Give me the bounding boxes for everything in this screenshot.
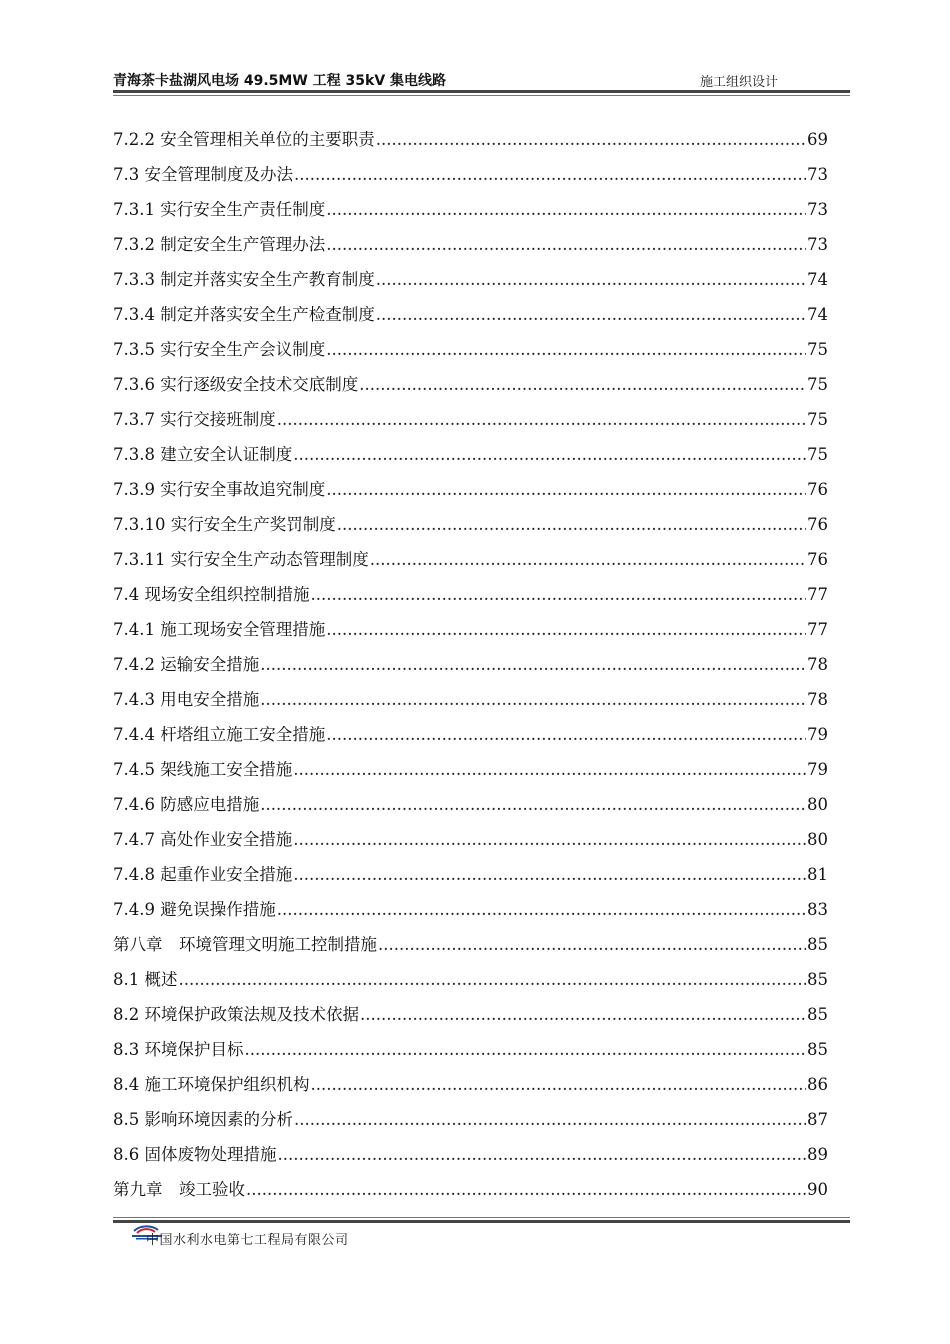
toc-entry[interactable] xyxy=(113,577,828,612)
toc-entry-page: 73 xyxy=(807,200,828,219)
toc-entry-title: 7.4.5 架线施工安全措施 xyxy=(113,760,293,779)
toc-entry[interactable] xyxy=(113,542,828,577)
toc-entry[interactable] xyxy=(113,367,828,402)
toc-dot-leader xyxy=(294,157,806,192)
toc-entry[interactable] xyxy=(113,437,828,472)
toc-dot-leader xyxy=(326,192,806,227)
toc-dot-leader xyxy=(293,857,806,892)
footer-rule-thin xyxy=(113,1217,850,1218)
toc-entry-title: 7.3.1 实行安全生产责任制度 xyxy=(113,200,326,219)
toc-entry-title: 8.5 影响环境因素的分析 xyxy=(113,1110,293,1129)
toc-entry-title: 7.3.2 制定安全生产管理办法 xyxy=(113,235,326,254)
toc-entry-title: 8.6 固体废物处理措施 xyxy=(113,1145,277,1164)
toc-entry-page: 87 xyxy=(807,1110,828,1129)
toc-entry-page: 86 xyxy=(807,1075,828,1094)
toc-entry[interactable] xyxy=(113,402,828,437)
toc-entry-page: 76 xyxy=(807,480,828,499)
toc-entry[interactable] xyxy=(113,857,828,892)
toc-dot-leader xyxy=(246,1172,806,1207)
toc-entry-title: 7.4.7 高处作业安全措施 xyxy=(113,830,293,849)
toc-dot-leader xyxy=(278,1137,807,1172)
toc-entry-page: 80 xyxy=(807,830,828,849)
toc-entry-page: 75 xyxy=(807,340,828,359)
toc-entry-title: 7.4.8 起重作业安全措施 xyxy=(113,865,293,884)
toc-entry-title: 7.3.11 实行安全生产动态管理制度 xyxy=(113,550,369,569)
document-title: 青海茶卡盐湖风电场 49.5MW 工程 35kV 集电线路 xyxy=(113,73,447,89)
toc-dot-leader xyxy=(337,507,806,542)
toc-dot-leader xyxy=(311,1067,807,1102)
toc-entry[interactable] xyxy=(113,1137,828,1172)
toc-entry[interactable] xyxy=(113,647,828,682)
toc-entry-title: 7.3.6 实行逐级安全技术交底制度 xyxy=(113,375,359,394)
toc-dot-leader xyxy=(360,997,806,1032)
toc-entry[interactable] xyxy=(113,892,828,927)
toc-entry[interactable] xyxy=(113,262,828,297)
header-rule-thin xyxy=(113,95,850,96)
toc-entry-page: 79 xyxy=(807,725,828,744)
toc-entry-title: 7.3.10 实行安全生产奖罚制度 xyxy=(113,515,336,534)
toc-entry-title: 8.3 环境保护目标 xyxy=(113,1040,244,1059)
toc-entry[interactable] xyxy=(113,122,828,157)
toc-dot-leader xyxy=(311,577,807,612)
toc-entry-title: 7.3.7 实行交接班制度 xyxy=(113,410,276,429)
toc-dot-leader xyxy=(376,297,806,332)
toc-dot-leader xyxy=(293,752,806,787)
toc-entry-page: 75 xyxy=(807,375,828,394)
toc-entry-page: 77 xyxy=(807,585,828,604)
toc-entry-page: 89 xyxy=(807,1145,828,1164)
header-rule-thick xyxy=(113,90,850,93)
toc-dot-leader xyxy=(260,682,806,717)
toc-entry-page: 83 xyxy=(807,900,828,919)
toc-entry-page: 74 xyxy=(807,305,828,324)
toc-entry-title: 第九章 竣工验收 xyxy=(113,1180,245,1199)
toc-entry-title: 7.3.9 实行安全事故追究制度 xyxy=(113,480,326,499)
toc-entry-page: 81 xyxy=(807,865,828,884)
toc-dot-leader xyxy=(294,1102,806,1137)
toc-entry[interactable] xyxy=(113,507,828,542)
toc-entry-title: 7.2.2 安全管理相关单位的主要职责 xyxy=(113,130,375,149)
toc-entry-page: 80 xyxy=(807,795,828,814)
toc-entry-page: 90 xyxy=(807,1180,828,1199)
toc-entry-title: 7.4 现场安全组织控制措施 xyxy=(113,585,310,604)
toc-entry-title: 8.1 概述 xyxy=(113,970,178,989)
toc-entry-page: 78 xyxy=(807,690,828,709)
toc-entry[interactable] xyxy=(113,192,828,227)
toc-entry-page: 85 xyxy=(807,935,828,954)
toc-dot-leader xyxy=(376,262,806,297)
toc-entry-page: 69 xyxy=(807,130,828,149)
toc-entry-title: 7.3.4 制定并落实安全生产检查制度 xyxy=(113,305,375,324)
toc-entry-title: 7.4.3 用电安全措施 xyxy=(113,690,260,709)
toc-entry-title: 7.3.3 制定并落实安全生产教育制度 xyxy=(113,270,375,289)
page-header xyxy=(113,70,850,92)
toc-entry-page: 78 xyxy=(807,655,828,674)
toc-dot-leader xyxy=(326,612,806,647)
toc-entry-page: 85 xyxy=(807,970,828,989)
toc-dot-leader xyxy=(378,927,806,962)
toc-entry-page: 73 xyxy=(807,165,828,184)
toc-entry[interactable] xyxy=(113,612,828,647)
toc-dot-leader xyxy=(179,962,807,997)
toc-entry-title: 7.3.5 实行安全生产会议制度 xyxy=(113,340,326,359)
toc-dot-leader xyxy=(260,647,806,682)
toc-entry[interactable] xyxy=(113,822,828,857)
document-section: 施工组织设计 xyxy=(699,75,778,90)
toc-entry[interactable] xyxy=(113,1102,828,1137)
toc-entry[interactable] xyxy=(113,297,828,332)
toc-entry-page: 79 xyxy=(807,760,828,779)
toc-dot-leader xyxy=(293,437,806,472)
toc-entry[interactable] xyxy=(113,157,828,192)
toc-entry-page: 73 xyxy=(807,235,828,254)
toc-entry-page: 76 xyxy=(807,550,828,569)
toc-entry[interactable] xyxy=(113,682,828,717)
toc-entry-title: 8.2 环境保护政策法规及技术依据 xyxy=(113,1005,359,1024)
toc-dot-leader xyxy=(326,472,806,507)
toc-entry-page: 85 xyxy=(807,1005,828,1024)
toc-entry[interactable] xyxy=(113,227,828,262)
toc-entry-title: 7.3.8 建立安全认证制度 xyxy=(113,445,293,464)
toc-entry-title: 8.4 施工环境保护组织机构 xyxy=(113,1075,310,1094)
toc-entry-title: 7.4.6 防感应电措施 xyxy=(113,795,260,814)
toc-entry[interactable] xyxy=(113,1067,828,1102)
toc-entry-title: 7.4.4 杆塔组立施工安全措施 xyxy=(113,725,326,744)
footer-rule-thick xyxy=(113,1220,850,1223)
toc-dot-leader xyxy=(260,787,806,822)
toc-entry[interactable] xyxy=(113,472,828,507)
toc-entry[interactable] xyxy=(113,1172,828,1207)
toc-entry[interactable] xyxy=(113,752,828,787)
toc-entry-page: 74 xyxy=(807,270,828,289)
toc-entry[interactable] xyxy=(113,787,828,822)
toc-dot-leader xyxy=(326,332,806,367)
toc-entry[interactable] xyxy=(113,927,828,962)
toc-entry[interactable] xyxy=(113,717,828,752)
toc-dot-leader xyxy=(370,542,806,577)
toc-entry-page: 75 xyxy=(807,410,828,429)
toc-dot-leader xyxy=(277,892,806,927)
toc-dot-leader xyxy=(376,122,806,157)
toc-entry-title: 7.3 安全管理制度及办法 xyxy=(113,165,293,184)
toc-entry-page: 77 xyxy=(807,620,828,639)
toc-entry[interactable] xyxy=(113,332,828,367)
toc-dot-leader xyxy=(293,822,806,857)
toc-dot-leader xyxy=(326,227,806,262)
toc-entry[interactable] xyxy=(113,962,828,997)
toc-dot-leader xyxy=(245,1032,807,1067)
table-of-contents xyxy=(113,122,828,1207)
toc-entry-title: 第八章 环境管理文明施工控制措施 xyxy=(113,935,377,954)
toc-entry-title: 7.4.9 避免误操作措施 xyxy=(113,900,276,919)
toc-entry-page: 75 xyxy=(807,445,828,464)
toc-entry[interactable] xyxy=(113,1032,828,1067)
toc-entry-page: 85 xyxy=(807,1040,828,1059)
toc-entry-page: 76 xyxy=(807,515,828,534)
toc-entry-title: 7.4.1 施工现场安全管理措施 xyxy=(113,620,326,639)
toc-entry[interactable] xyxy=(113,997,828,1032)
toc-dot-leader xyxy=(326,717,806,752)
footer-company: 中国水利水电第七工程局有限公司 xyxy=(146,1233,349,1248)
toc-dot-leader xyxy=(359,367,806,402)
toc-entry-title: 7.4.2 运输安全措施 xyxy=(113,655,260,674)
toc-dot-leader xyxy=(277,402,806,437)
